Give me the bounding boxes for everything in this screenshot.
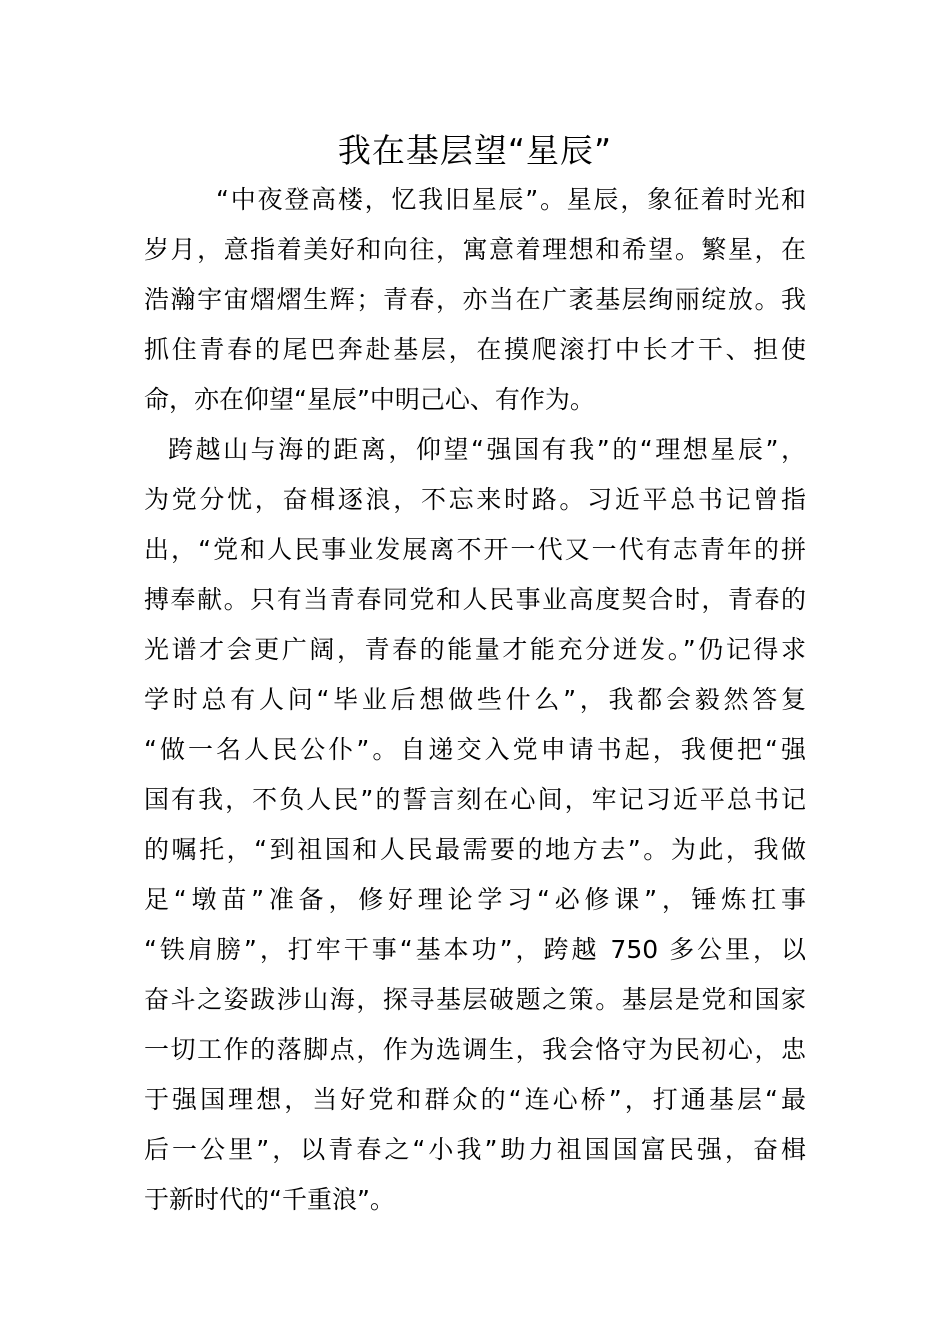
paragraph-1-line-3: 浩瀚宇宙熠熠生辉；青春，亦当在广袤基层绚丽绽放。我 [144,285,806,314]
paragraph-2-line-1: 跨越山与海的距离，仰望“强国有我”的“理想星辰”， [168,435,806,464]
paragraph-2-line-11: “铁肩膀”，打牢干事“基本功”，跨越 750 多公里，以 [144,935,806,964]
paragraph-2-line-8: 国有我，不负人民”的誓言刻在心间，牢记习近平总书记 [144,785,806,814]
paragraph-2-line-10: 足“墩苗”准备，修好理论学习“必修课”，锤炼扛事 [144,885,806,914]
paragraph-2-line-13: 一切工作的落脚点，作为选调生，我会恪守为民初心，忠 [144,1035,806,1064]
paragraph-2-line-5: 光谱才会更广阔，青春的能量才能充分迸发。”仍记得求 [144,635,806,664]
paragraph-2-line-16: 于新时代的“千重浪”。 [144,1185,395,1214]
paragraph-2-line-12: 奋斗之姿跋涉山海，探寻基层破题之策。基层是党和国家 [144,985,806,1014]
paragraph-1-line-4: 抓住青春的尾巴奔赴基层，在摸爬滚打中长才干、担使 [144,335,806,364]
paragraph-2-line-15: 后一公里”，以青春之“小我”助力祖国国富民强，奋楫 [144,1135,806,1164]
paragraph-2-line-2: 为党分忧，奋楫逐浪，不忘来时路。习近平总书记曾指 [144,485,806,514]
paragraph-1-line-5: 命，亦在仰望“星辰”中明己心、有作为。 [144,385,595,414]
paragraph-2-line-6: 学时总有人问“毕业后想做些什么”，我都会毅然答复 [144,685,806,714]
paragraph-2-line-9: 的嘱托，“到祖国和人民最需要的地方去”。为此，我做 [144,835,806,864]
paragraph-2-line-14: 于强国理想，当好党和群众的“连心桥”，打通基层“最 [144,1085,806,1114]
paragraph-2-line-4: 搏奉献。只有当青春同党和人民事业高度契合时，青春的 [144,585,806,614]
paragraph-2-line-3: 出，“党和人民事业发展离不开一代又一代有志青年的拼 [144,535,806,564]
document-title: 我在基层望“星辰” [337,131,613,170]
paragraph-1-line-2: 岁月，意指着美好和向往，寓意着理想和希望。繁星，在 [144,235,806,264]
paragraph-1-line-1: “中夜登高楼，忆我旧星辰”。星辰，象征着时光和 [216,185,806,214]
paragraph-2-line-7: “做一名人民公仆”。自递交入党申请书起，我便把“强 [144,735,806,764]
